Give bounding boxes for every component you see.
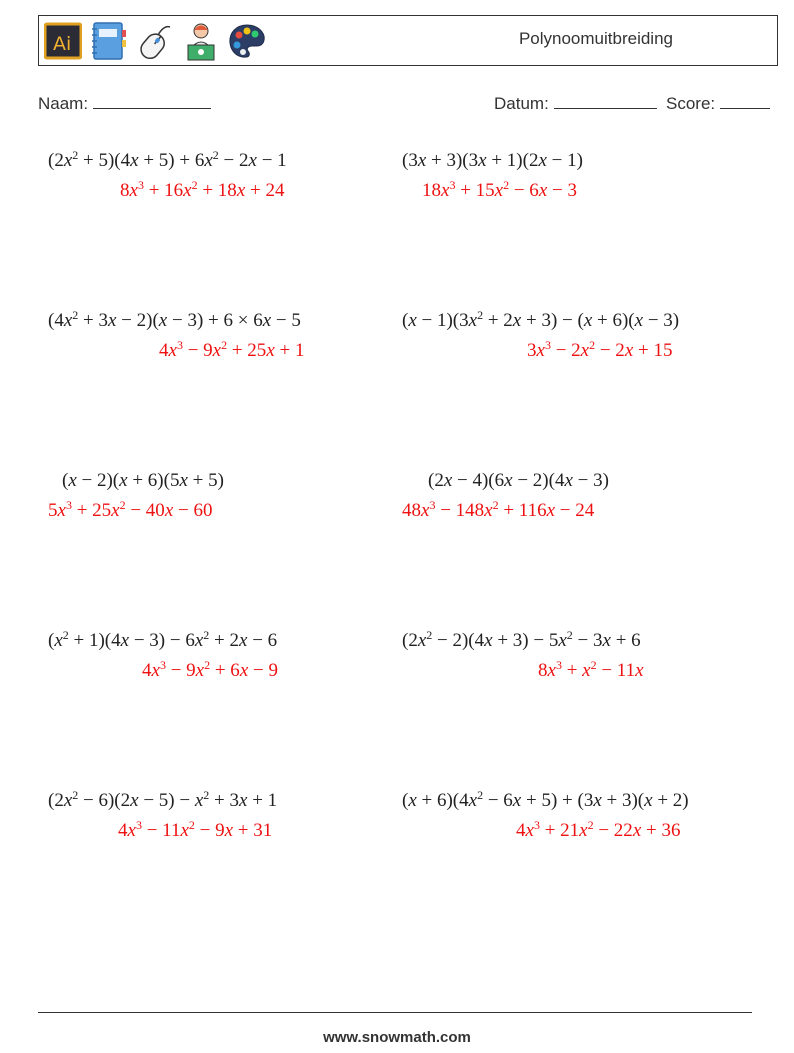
footer-divider	[38, 1012, 752, 1013]
worksheet-title: Polynoomuitbreiding	[518, 29, 673, 48]
name-field[interactable]	[38, 92, 211, 114]
date-field[interactable]	[494, 92, 657, 114]
problem-10-question: $(x + 6)(4x^2 - 6x + 5) + (3x + 3)(x + 2)$	[402, 788, 689, 811]
score-field[interactable]	[666, 92, 770, 114]
problem-7-answer: $4x^3 - 9x^2 + 6x - 9$	[142, 658, 278, 681]
problem-2-question: (3x + 3)(3x + 1)(2x − 1)	[402, 150, 583, 171]
problem-4-answer: $3x^3 - 2x^2 - 2x + 15$	[527, 338, 673, 361]
problem-10-answer: $4x^3 + 21x^2 - 22x + 36$	[516, 818, 681, 841]
name-label: Naam:	[38, 94, 89, 113]
problem-6-answer: $48x^3 - 148x^2 + 116x - 24$	[402, 498, 595, 521]
problem-8-answer: $8x^3 + x^2 - 11x$	[538, 658, 644, 681]
problem-1-question: $(2x^2 + 5)(4x + 5) + 6x^2 - 2x - 1$	[48, 148, 287, 171]
footer-url[interactable]: www.snowmath.com	[323, 1029, 471, 1046]
problem-4-question: $(x - 1)(3x^2 + 2x + 3) - (x + 6)(x - 3)$	[402, 308, 680, 331]
worksheet-header	[38, 15, 778, 66]
date-label: Datum:	[494, 94, 549, 113]
problem-5-question: (x − 2)(x + 6)(5x + 5)	[62, 470, 224, 491]
name-line[interactable]	[93, 92, 211, 109]
date-line[interactable]	[554, 92, 657, 109]
problem-5-answer: $5x^3 + 25x^2 - 40x - 60$	[48, 498, 213, 521]
problem-7-question: $(x^2 + 1)(4x - 3) - 6x^2 + 2x - 6$	[48, 628, 278, 651]
problem-3-answer: $4x^3 - 9x^2 + 25x + 1$	[159, 338, 305, 361]
problem-2-answer: $18x^3 + 15x^2 - 6x - 3$	[422, 178, 577, 201]
problem-1-answer: $8x^3 + 16x^2 + 18x + 24$	[120, 178, 285, 201]
problem-3-question: $(4x^2 + 3x - 2)(x - 3) + 6 \times 6x - 5$	[48, 308, 301, 331]
problem-9-question: $(2x^2 - 6)(2x - 5) - x^2 + 3x + 1$	[48, 788, 278, 811]
svg-text:Ai: Ai	[53, 33, 72, 55]
score-line[interactable]	[720, 92, 770, 109]
score-label: Score:	[666, 94, 716, 113]
problem-6-question: (2x − 4)(6x − 2)(4x − 3)	[428, 470, 609, 491]
problem-8-question: $(2x^2 - 2)(4x + 3) - 5x^2 - 3x + 6$	[402, 628, 641, 651]
problem-9-answer: $4x^3 - 11x^2 - 9x + 31$	[118, 818, 273, 841]
